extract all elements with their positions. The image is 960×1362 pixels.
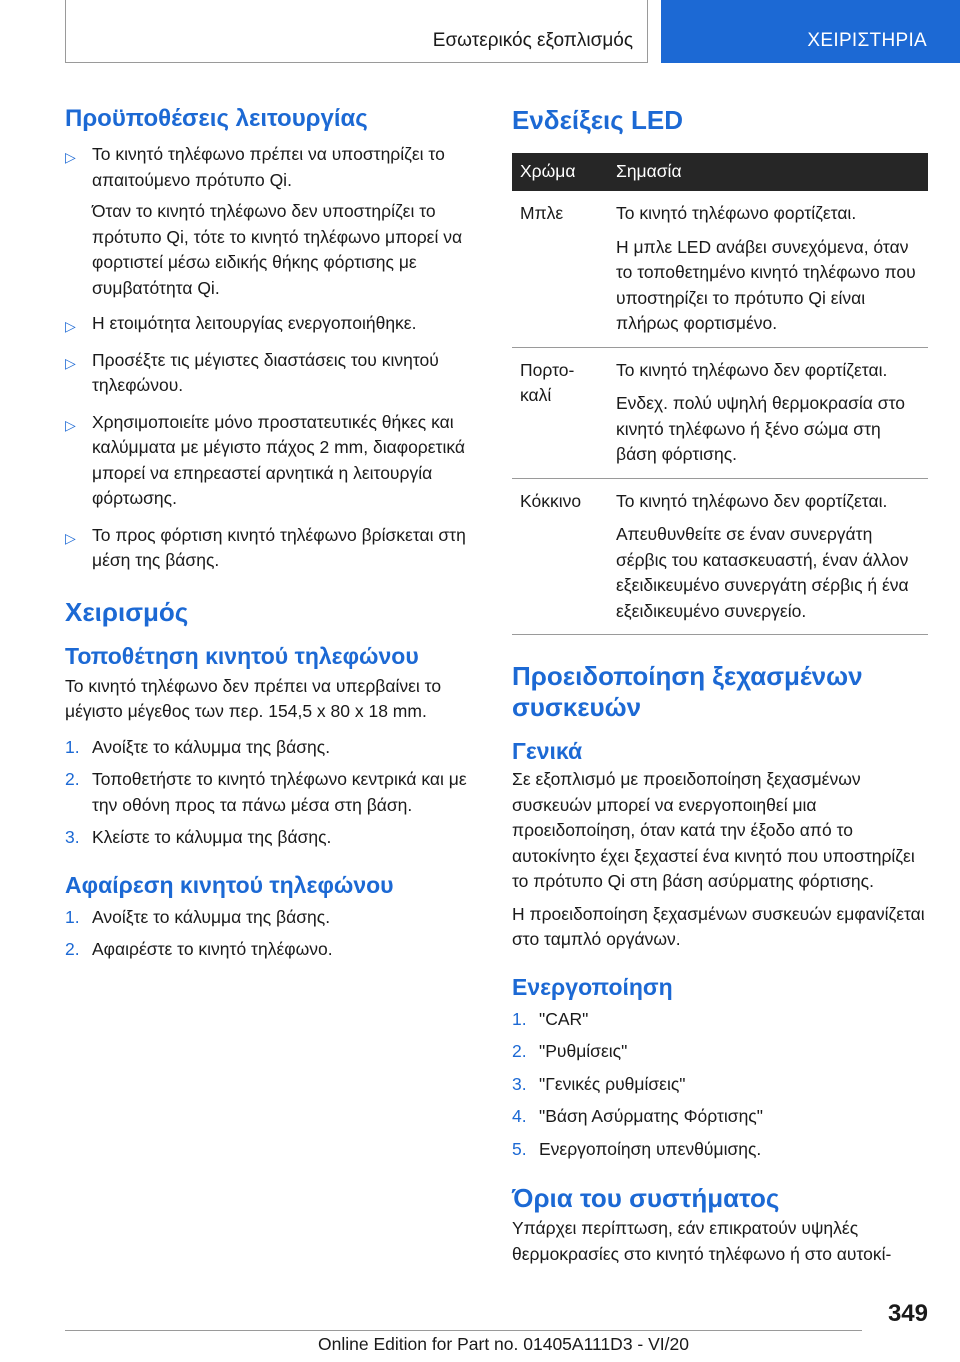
header-chapter-box (661, 0, 960, 63)
left-column (65, 104, 480, 963)
led-meaning: Απευθυνθείτε σε έναν συνεργάτη σέρβις του κατασκευαστή, έναν άλλον εξειδικευμένο συνεργάτη σέρβις ή ένα εξειδικευμένο συνεργείο. (616, 524, 909, 621)
placing-text: Το κινητό τηλέφωνο δεν πρέπει να υπερβαίνει το μέγιστο μέγεθος των περ. 154,5 x 80 x 18 mm. (65, 675, 442, 721)
activation-title: Ενεργοποίηση (512, 973, 673, 1000)
led-table-header (512, 153, 928, 191)
forgotten-title: Προειδοποίηση ξεχασμένων συσκευών (512, 661, 863, 722)
placing-step: 2. Τοποθετήστε το κινητό τηλέφωνο κεντρικά και με την οθόνη προς τα πάνω μέσα στη βάση. (65, 769, 467, 815)
table-row (512, 191, 928, 347)
table-row (512, 478, 928, 635)
header-section-box (65, 0, 648, 63)
led-meaning: Το κινητό τηλέφωνο δεν φορτίζεται. (616, 490, 888, 511)
led-meaning: Ενδεχ. πολύ υψηλή θερμοκρασία στο κινητό τηλέφωνο ή ξένο σώμα στη βάση φόρτισης. (616, 393, 905, 464)
led-col-meaning: Σημασία (608, 153, 928, 191)
prereq-item: ▷ Η ετοιμότητα λειτουργίας ενεργοποιήθηκε. (65, 311, 480, 337)
led-title: Ενδείξεις LED (512, 105, 684, 135)
activation-step: 4. "Βάση Ασύρματης Φόρτισης" (512, 1106, 763, 1126)
led-col-color: Χρώμα (512, 153, 608, 191)
limits-text: Υπάρχει περίπτωση, εάν επικρατούν υψηλές θερμοκρασίες στο κινητό τηλέφωνο ή στο αυτοκί- (512, 1218, 892, 1264)
table-row (512, 347, 928, 478)
placing-step: 1. Ανοίξτε το κάλυμμα της βάσης. (65, 736, 331, 757)
general-text: Η προειδοποίηση ξεχασμένων συσκευών εμφανίζεται στο ταμπλό οργάνων. (512, 903, 925, 949)
triangle-bullet-icon: ▷ (65, 149, 76, 165)
prereq-item: ▷ Προσέξτε τις μέγιστες διαστάσεις του κινητού τηλεφώνου. (65, 349, 439, 395)
led-meaning: Η μπλε LED ανάβει συνεχόμενα, όταν το τοποθετημένο κινητό τηλέφωνο που υποστηρίζει το πρότυπο Qi είναι πλήρως φορτισμένο. (616, 236, 916, 333)
triangle-bullet-icon: ▷ (65, 416, 76, 433)
led-meaning: Το κινητό τηλέφωνο δεν φορτίζεται. (616, 359, 888, 380)
removing-step: 2. Αφαιρέστε το κινητό τηλέφωνο. (65, 939, 333, 959)
removing-step: 1. Ανοίξτε το κάλυμμα της βάσης. (65, 906, 331, 927)
removing-title: Αφαίρεση κινητού τηλεφώνου (65, 871, 394, 898)
led-color: Μπλε (520, 203, 564, 223)
page-number: 349 (887, 1300, 928, 1327)
led-color: Πορτο- (520, 359, 575, 380)
operation-title: Χειρισμός (65, 596, 189, 627)
led-color: καλί (520, 385, 552, 405)
activation-step: 5. Ενεργοποίηση υπενθύμισης. (512, 1138, 762, 1159)
led-color: Κόκκινο (520, 490, 582, 511)
footer-divider (65, 1330, 862, 1331)
activation-step: 3. "Γενικές ρυθμίσεις" (512, 1073, 686, 1094)
prereq-note: Όταν το κινητό τηλέφωνο δεν υποστηρίζει το πρότυπο Qi, τότε το κινητό τηλέφωνο μπορεί να φορτιστεί μέσω ειδικής θήκης φόρτισης με συμβατότητα Qi. (92, 201, 463, 298)
header-chapter-title: ΧΕΙΡΙΣΤΗΡΙΑ (807, 30, 927, 51)
triangle-bullet-icon: ▷ (65, 354, 76, 371)
right-column (512, 104, 928, 1267)
limits-title: Όρια του συστήματος (512, 1183, 780, 1213)
general-text: Σε εξοπλισμό με προειδοποίηση ξεχασμένων συσκευών μπορεί να ενεργοποιηθεί μια προειδοποίηση, όταν κατά την έξοδο από το αυτοκίνητο έχει ξεχαστεί ένα κινητό που υποστηρίζει το πρότυπο Qi στη βάση ασύρματης φόρτισης. (512, 769, 915, 891)
led-table (512, 153, 928, 635)
activation-step: 2. "Ρυθμίσεις" (512, 1041, 628, 1061)
triangle-bullet-icon: ▷ (65, 529, 76, 546)
prereq-item: ▷ Το κινητό τηλέφωνο πρέπει να υποστηρίζει το απαιτούμενο πρότυπο Qi. (65, 144, 445, 190)
placing-step: 3. Κλείστε το κάλυμμα της βάσης. (65, 827, 332, 847)
prereq-item: ▷ Χρησιμοποιείτε μόνο προστατευτικές θήκες και καλύμματα με μέγιστο πάχος 2 mm, διαφορετικά μπορεί να επηρεαστεί αρνητικά η λειτουργία φόρτωσης. (65, 411, 466, 508)
placing-title: Τοποθέτηση κινητού τηλεφώνου (65, 642, 419, 669)
prereq-item: ▷ Το προς φόρτιση κινητό τηλέφωνο βρίσκεται στη μέση της βάσης. (65, 524, 466, 570)
footer-edition: Online Edition for Part no. 01405A111D3 - VI/20 (318, 1334, 689, 1354)
header-section-title: Εσωτερικός εξοπλισμός (432, 30, 633, 51)
general-title: Γενικά (512, 738, 583, 764)
activation-step: 1. "CAR" (512, 1008, 589, 1029)
prereq-title: Προϋποθέσεις λειτουργίας (65, 105, 368, 132)
triangle-bullet-icon: ▷ (65, 318, 76, 334)
led-meaning: Το κινητό τηλέφωνο φορτίζεται. (616, 203, 857, 223)
